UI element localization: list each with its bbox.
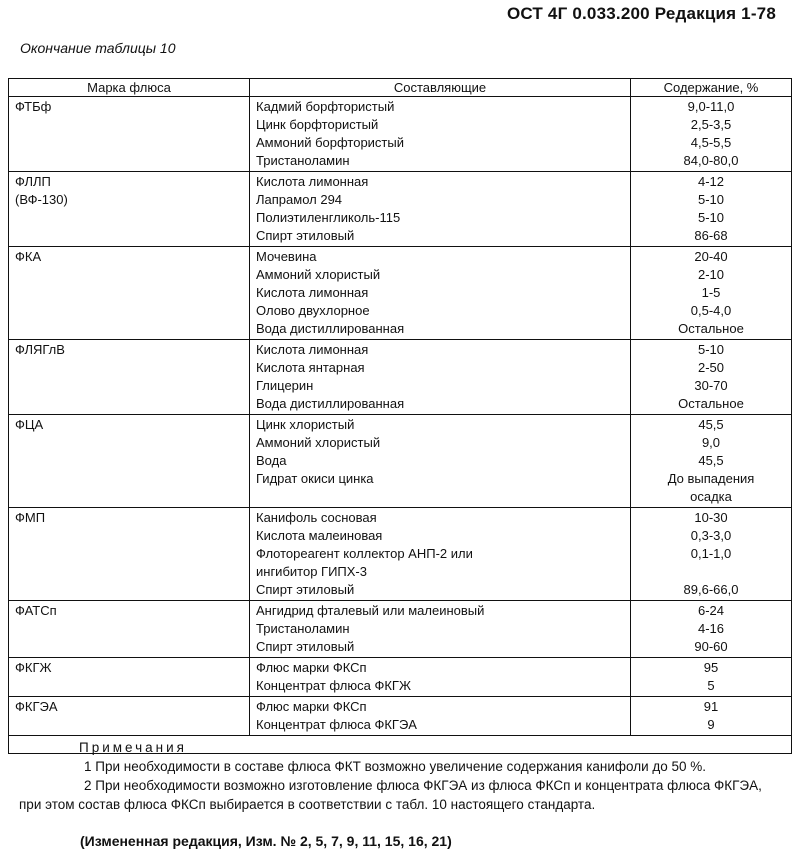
components-line: Концентрат флюса ФКГЖ bbox=[256, 678, 411, 693]
table-row bbox=[9, 697, 791, 736]
content-line: 9 bbox=[707, 717, 715, 732]
cell-components bbox=[250, 697, 631, 736]
components-line: Аммоний хлористый bbox=[256, 435, 381, 450]
table-row bbox=[9, 415, 791, 508]
components-line: Цинк хлористый bbox=[256, 417, 355, 432]
note-item-2: 2 При необходимости возможно изготовление флюса ФКГЭА из флюса ФКСп и концентрата флюса ФКГЭА, при этом состав флюса ФКСп выбирается в соответствии с табл. 10 настоящего стандарта. bbox=[19, 778, 762, 812]
cell-brand bbox=[9, 415, 250, 508]
content-line: 45,5 bbox=[698, 417, 724, 432]
components-line: Вода дистиллированная bbox=[256, 396, 405, 411]
notes-section bbox=[9, 736, 791, 818]
table-row bbox=[9, 340, 791, 415]
content-line: 2-10 bbox=[697, 267, 725, 282]
brand-line: ФЛЯГлВ bbox=[15, 342, 65, 357]
table-caption: Окончание таблицы 10 bbox=[20, 40, 176, 56]
cell-components bbox=[250, 247, 631, 340]
components-line: Флотореагент коллектор АНП-2 или bbox=[256, 546, 473, 561]
cell-content bbox=[631, 601, 792, 658]
cell-content bbox=[631, 415, 792, 508]
revision-footer: (Измененная редакция, Изм. № 2, 5, 7, 9, 11, 15, 16, 21) bbox=[80, 833, 452, 849]
cell-components bbox=[250, 97, 631, 172]
cell-components bbox=[250, 658, 631, 697]
cell-brand bbox=[9, 658, 250, 697]
content-line: 5 bbox=[707, 678, 715, 693]
flux-table bbox=[9, 79, 791, 736]
components-line: Вода дистиллированная bbox=[256, 321, 405, 336]
components-line: Олово двухлорное bbox=[256, 303, 370, 318]
content-line: 5-10 bbox=[697, 210, 725, 225]
content-line: осадка bbox=[690, 489, 732, 504]
cell-brand bbox=[9, 247, 250, 340]
components-line: Флюс марки ФКСп bbox=[256, 699, 367, 714]
content-line: 95 bbox=[703, 660, 719, 675]
cell-components bbox=[250, 172, 631, 247]
components-line: Кислота лимонная bbox=[256, 285, 369, 300]
cell-content bbox=[631, 172, 792, 247]
table-row bbox=[9, 508, 791, 601]
components-line: Ангидрид фталевый или малеиновый bbox=[256, 603, 485, 618]
components-line: Кислота малеиновая bbox=[256, 528, 383, 543]
cell-content bbox=[631, 97, 792, 172]
content-line: 5-10 bbox=[697, 192, 725, 207]
components-line: Лапрамол 294 bbox=[256, 192, 343, 207]
header-components: Составляющие bbox=[250, 79, 631, 97]
cell-components bbox=[250, 601, 631, 658]
content-line: 2-50 bbox=[697, 360, 725, 375]
components-line: Спирт этиловый bbox=[256, 228, 355, 243]
content-line: 9,0 bbox=[701, 435, 721, 450]
content-line: Остальное bbox=[678, 321, 744, 336]
components-line: Спирт этиловый bbox=[256, 639, 355, 654]
cell-brand bbox=[9, 97, 250, 172]
components-line: Канифоль сосновая bbox=[256, 510, 377, 525]
content-line bbox=[637, 563, 785, 581]
table-row bbox=[9, 247, 791, 340]
components-line: Глицерин bbox=[256, 378, 314, 393]
content-line: 89,6-66,0 bbox=[683, 582, 739, 597]
components-line: Тристаноламин bbox=[256, 153, 350, 168]
components-line: Кислота лимонная bbox=[256, 174, 369, 189]
components-line: Тристаноламин bbox=[256, 621, 350, 636]
components-line bbox=[256, 488, 624, 506]
content-line: 9,0-11,0 bbox=[687, 99, 735, 114]
content-line: 1-5 bbox=[701, 285, 721, 300]
components-line: Кадмий борфтористый bbox=[256, 99, 395, 114]
header-brand: Марка флюса bbox=[9, 79, 250, 97]
components-line: Полиэтиленгликоль-115 bbox=[256, 210, 401, 225]
header-content: Содержание, % bbox=[631, 79, 792, 97]
components-line: Концентрат флюса ФКГЭА bbox=[256, 717, 417, 732]
content-line: 20-40 bbox=[694, 249, 728, 264]
cell-brand bbox=[9, 601, 250, 658]
cell-brand bbox=[9, 697, 250, 736]
content-line: 4-12 bbox=[697, 174, 725, 189]
brand-line: ФТБф bbox=[15, 99, 52, 114]
cell-brand bbox=[9, 172, 250, 247]
flux-table-frame bbox=[8, 78, 792, 812]
brand-line: ФКГЖ bbox=[15, 660, 52, 675]
components-line: Гидрат окиси цинка bbox=[256, 471, 374, 486]
content-line: 4-16 bbox=[697, 621, 725, 636]
cell-components bbox=[250, 508, 631, 601]
brand-line: ФКА bbox=[15, 249, 42, 264]
brand-line: (ВФ-130) bbox=[15, 192, 68, 207]
content-line: 0,5-4,0 bbox=[690, 303, 732, 318]
content-line: Остальное bbox=[678, 396, 744, 411]
content-line: 30-70 bbox=[694, 378, 728, 393]
table-row bbox=[9, 601, 791, 658]
cell-components bbox=[250, 340, 631, 415]
notes-title: Примечания bbox=[79, 740, 187, 755]
components-line: Кислота янтарная bbox=[256, 360, 365, 375]
content-line: 6-24 bbox=[697, 603, 725, 618]
brand-line: ФЛЛП bbox=[15, 174, 51, 189]
cell-content bbox=[631, 658, 792, 697]
components-line: Аммоний борфтористый bbox=[256, 135, 404, 150]
brand-line: ФЦА bbox=[15, 417, 44, 432]
table-row bbox=[9, 658, 791, 697]
content-line: 0,3-3,0 bbox=[690, 528, 732, 543]
table-header-row bbox=[9, 79, 791, 97]
content-line: 86-68 bbox=[694, 228, 728, 243]
cell-components bbox=[250, 415, 631, 508]
cell-content bbox=[631, 247, 792, 340]
content-line: 5-10 bbox=[697, 342, 725, 357]
content-line: 84,0-80,0 bbox=[683, 153, 739, 168]
components-line: Флюс марки ФКСп bbox=[256, 660, 367, 675]
note-item-1: 1 При необходимости в составе флюса ФКТ возможно увеличение содержания канифоли до 50 %. bbox=[84, 759, 707, 774]
table-row bbox=[9, 172, 791, 247]
table-row bbox=[9, 97, 791, 172]
components-line: Кислота лимонная bbox=[256, 342, 369, 357]
brand-line: ФАТСп bbox=[15, 603, 57, 618]
content-line: 10-30 bbox=[694, 510, 728, 525]
content-line: 91 bbox=[703, 699, 719, 714]
content-line: 90-60 bbox=[694, 639, 728, 654]
content-line: 45,5 bbox=[698, 453, 724, 468]
content-line: До выпадения bbox=[667, 471, 755, 486]
components-line: Цинк борфтористый bbox=[256, 117, 379, 132]
brand-line: ФМП bbox=[15, 510, 46, 525]
cell-brand bbox=[9, 508, 250, 601]
cell-content bbox=[631, 697, 792, 736]
content-line: 0,1-1,0 bbox=[690, 546, 732, 561]
document-id: ОСТ 4Г 0.033.200 Редакция 1-78 bbox=[506, 4, 776, 23]
cell-content bbox=[631, 340, 792, 415]
components-line: Мочевина bbox=[256, 249, 317, 264]
components-line: Аммоний хлористый bbox=[256, 267, 381, 282]
content-line: 4,5-5,5 bbox=[690, 135, 732, 150]
content-line: 2,5-3,5 bbox=[690, 117, 732, 132]
components-line: ингибитор ГИПХ-3 bbox=[256, 564, 367, 579]
brand-line: ФКГЭА bbox=[15, 699, 58, 714]
cell-brand bbox=[9, 340, 250, 415]
cell-content bbox=[631, 508, 792, 601]
components-line: Вода bbox=[256, 453, 287, 468]
components-line: Спирт этиловый bbox=[256, 582, 355, 597]
